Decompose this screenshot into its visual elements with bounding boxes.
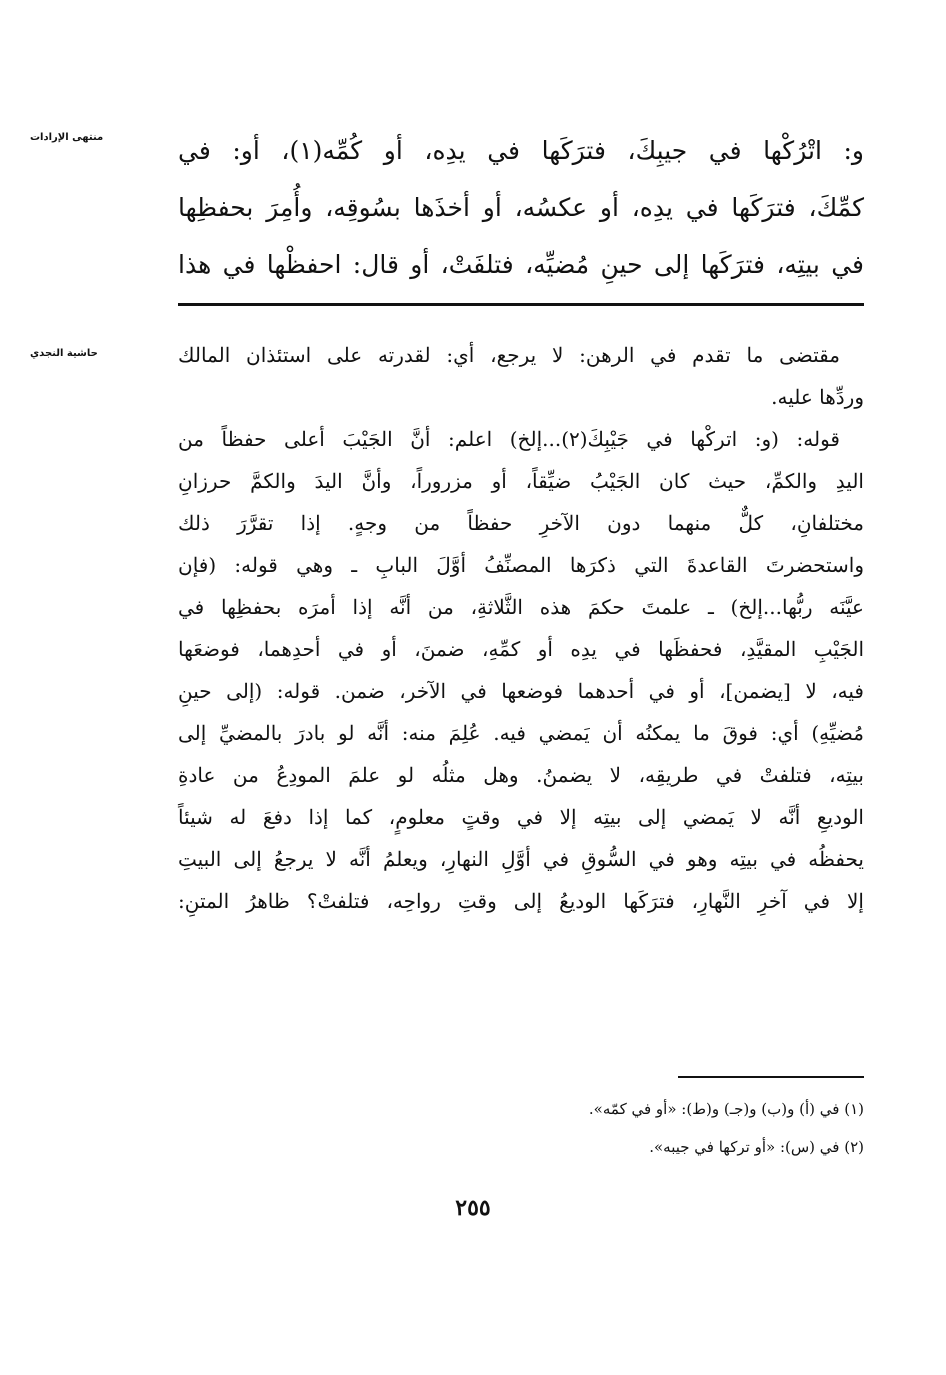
hashiya-line: بيتِه، فتلفتْ في طريقِه، لا يضمنُ. وهل مثلُه لو علمَ المودِعُ من عادةِ	[178, 763, 864, 787]
page-number: ٢٥٥	[455, 1195, 491, 1221]
matn-text-block	[178, 122, 864, 293]
hashiya-line: الجَيْبِ المقيَّدِ، فحفظَها في يدِه أو كمِّهِ، ضمنَ، أو في أحدِهما، فوضعَها	[178, 637, 864, 661]
hashiya-line: قوله: (و: اتركْها في جَيْبِكَ(٢)...إلخ) اعلم: أنَّ الجَيْبَ أعلى حفظاً من	[178, 427, 840, 451]
footnote: (١) في (أ) و(ب) و(جـ) و(ط): «أو في كمّه».	[588, 1100, 864, 1118]
footnotes-block	[178, 1092, 864, 1168]
matn-line: كمِّكَ، فترَكَها في يدِه، أو عكسُه، أو أخذَها بسُوقِه، وأُمِرَ بحفظِها	[178, 193, 864, 222]
hashiya-line: فيه، لا [يضمن]، أو في أحدهما فوضعها في الآخر، ضمن. قوله: (إلى حينِ	[178, 679, 864, 703]
hashiya-source-label: حاشية النجدي	[30, 348, 98, 359]
footnote-divider	[678, 1076, 864, 1078]
hashiya-text-block	[178, 334, 864, 922]
section-divider	[178, 303, 864, 306]
matn-source-label: منتهى الإرادات	[30, 132, 104, 143]
matn-line: و: اتْرُكْها في جيبِكَ، فترَكَها في يدِه، أو كُمِّه(١)، أو: في	[178, 136, 864, 165]
hashiya-line: يحفظُه في بيتِه وهو في السُّوقِ في أوَّلِ النهارِ، ويعلمُ أنَّه لا يرجعُ إلى البيتِ	[178, 847, 864, 871]
hashiya-line: عيَّنَه ربُّها...إلخ) ـ علمتَ حكمَ هذه الثَّلاثةِ، من أنَّه إذا أمرَه بحفظِها في	[178, 595, 864, 619]
hashiya-line: اليدِ والكمِّ، حيث كان الجَيْبُ ضيِّقاً، أو مزروراً، وأنَّ اليدَ والكمَّ حرزانِ	[178, 469, 864, 493]
matn-line: في بيتِه، فترَكَها إلى حينِ مُضيِّه، فتلفَتْ، أو قال: احفظْها في هذا	[178, 250, 864, 279]
hashiya-line: الوديعِ أنَّه لا يَمضي إلى بيتِه إلا في وقتٍ معلومٍ، كما إذا دفعَ له شيئاً	[178, 805, 864, 829]
hashiya-line: إلا في آخرِ النَّهارِ، فترَكَها الوديعُ إلى وقتِ رواحِه، فتلفتْ؟ ظاهرُ المتنِ:	[178, 889, 864, 913]
hashiya-line: مختلفانِ، كلٌّ منهما دون الآخرِ حفظاً من وجهٍ. إذا تقرَّرَ ذلك	[178, 511, 864, 535]
footnote: (٢) في (س): «أو تركها في جيبه».	[649, 1138, 864, 1156]
hashiya-line: مقتضى ما تقدم في الرهن: لا يرجع، أي: لقدرته على استئذان المالك	[178, 343, 840, 367]
hashiya-line: مُضيِّهِ) أي: فوقَ ما يمكنُه أن يَمضي فيه. عُلِمَ منه: أنَّه لو بادرَ بالمضيِّ إلى	[178, 721, 864, 745]
hashiya-line: وردِّها عليه.	[771, 385, 864, 409]
hashiya-line: واستحضرتَ القاعدةَ التي ذكرَها المصنِّفُ أوَّلَ البابِ ـ وهي قوله: (فإن	[178, 553, 864, 577]
